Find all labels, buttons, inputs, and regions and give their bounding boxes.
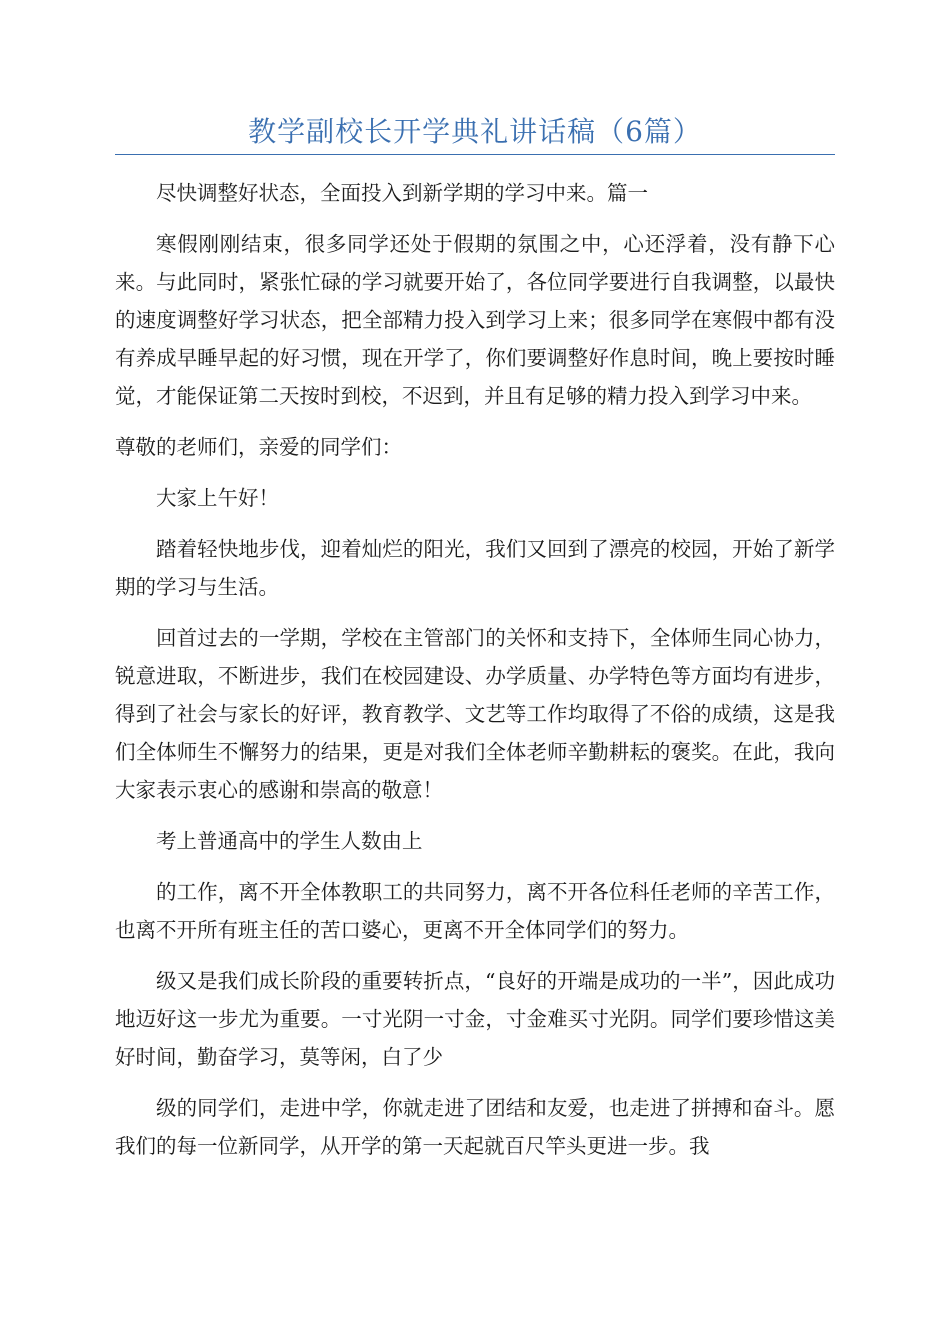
title-underline: [115, 154, 835, 155]
paragraph: 大家上午好！: [156, 486, 279, 510]
paragraph: 级又是我们成长阶段的重要转折点，“良好的开端是成功的一半”，因此成功地迈好这一步尤为重要。一寸光阴一寸金，寸金难买寸光阴。同学们要珍惜这美好时间，勤奋学习，莫等闲，白了少: [115, 969, 835, 1069]
paragraph: 踏着轻快地步伐，迎着灿烂的阳光，我们又回到了漂亮的校园，开始了新学期的学习与生活。: [115, 537, 835, 599]
paragraph: 寒假刚刚结束，很多同学还处于假期的氛围之中，心还浮着，没有静下心来。与此同时，紧张忙碌的学习就要开始了，各位同学要进行自我调整，以最快的速度调整好学习状态，把全部精力投入到学习上来；很多同学在寒假中都有没有养成早睡早起的好习惯，现在开学了，你们要调整好作息时间，晚上要按时睡觉，才能保证第二天按时到校，不迟到，并且有足够的精力投入到学习中来。: [115, 232, 835, 408]
paragraph: 尊敬的老师们，亲爱的同学们：: [115, 435, 402, 459]
document-title: 教学副校长开学典礼讲话稿（6篇）: [248, 115, 702, 148]
paragraph: 的工作，离不开全体教职工的共同努力，离不开各位科任老师的辛苦工作，也离不开所有班主任的苦口婆心，更离不开全体同学们的努力。: [115, 880, 835, 942]
paragraph: 级的同学们，走进中学，你就走进了团结和友爱，也走进了拼搏和奋斗。愿我们的每一位新同学，从开学的第一天起就百尺竿头更进一步。我: [115, 1096, 835, 1158]
document-body: [115, 174, 835, 1178]
paragraph: 回首过去的一学期，学校在主管部门的关怀和支持下，全体师生同心协力，锐意进取，不断进步，我们在校园建设、办学质量、办学特色等方面均有进步，得到了社会与家长的好评，教育教学、文艺等工作均取得了不俗的成绩，这是我们全体师生不懈努力的结果，更是对我们全体老师辛勤耕耘的褒奖。在此，我向大家表示衷心的感谢和崇高的敬意！: [115, 626, 835, 802]
paragraph: 尽快调整好状态，全面投入到新学期的学习中来。篇一: [156, 181, 648, 205]
paragraph: 考上普通高中的学生人数由上: [156, 829, 423, 853]
